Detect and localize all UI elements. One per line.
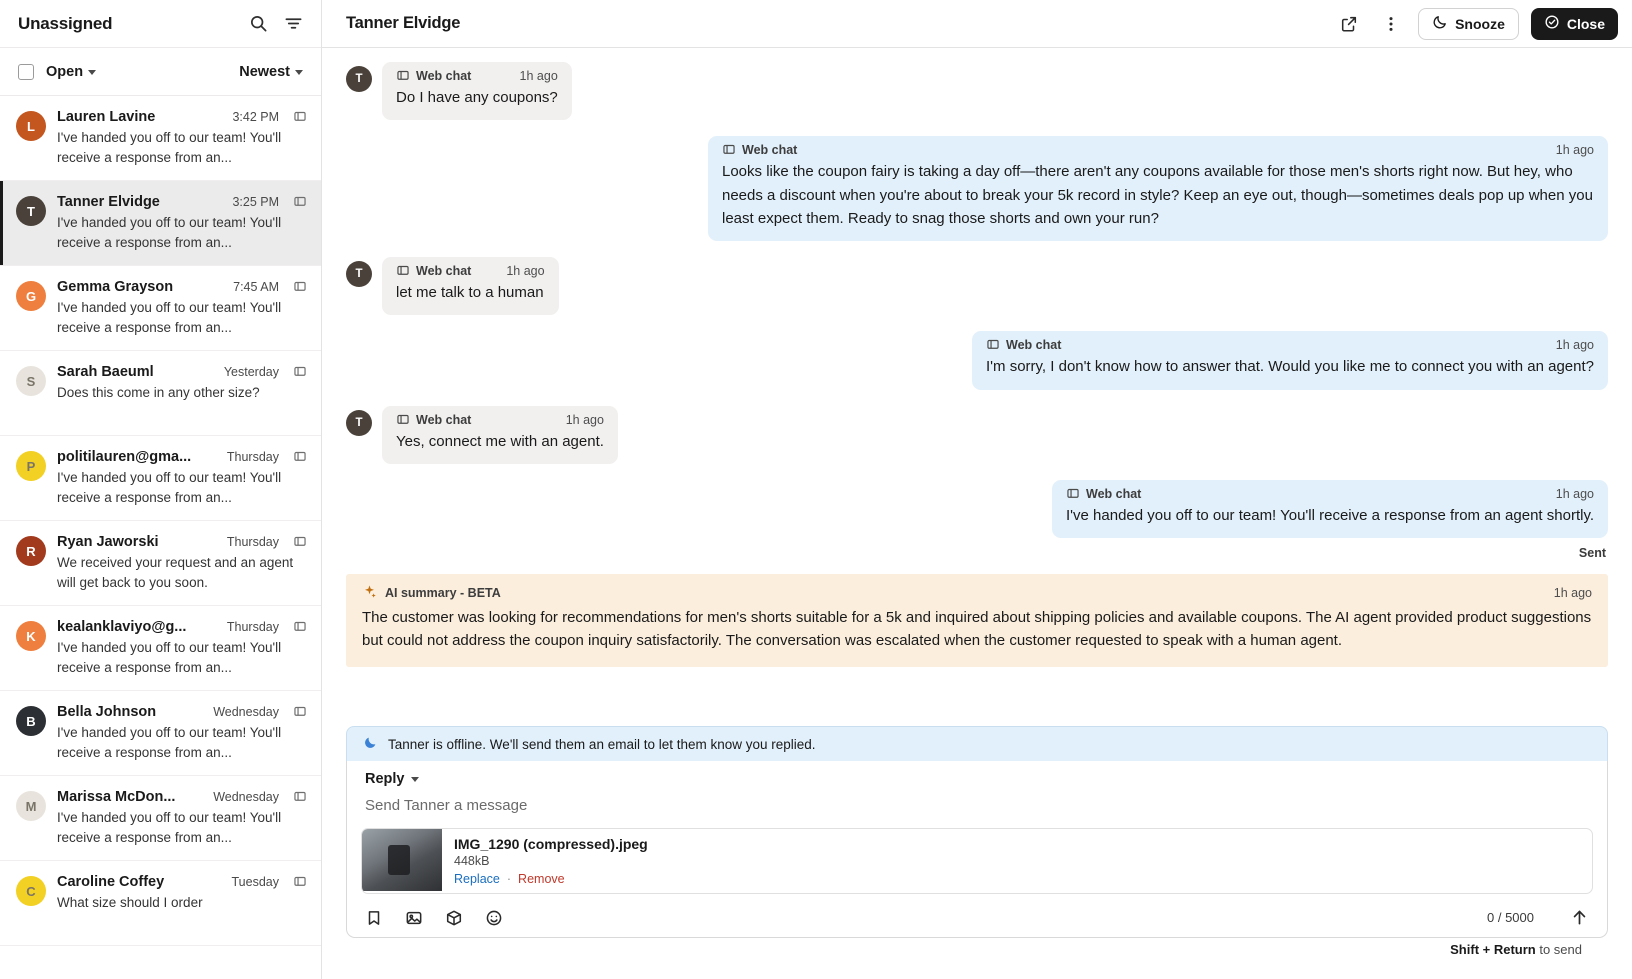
avatar: C: [16, 876, 46, 906]
web-chat-icon: [293, 790, 307, 804]
conversation-summary: [57, 789, 307, 847]
web-chat-icon: [986, 338, 1061, 352]
conversation-preview: I've handed you off to our team! You'll receive a response from an...: [57, 130, 282, 165]
replace-attachment-link[interactable]: Replace: [454, 872, 500, 886]
conversation-toolbar: [322, 0, 1632, 48]
web-chat-icon: [396, 264, 471, 278]
message-composer: [346, 761, 1608, 938]
conversation-timestamp: 3:42 PM: [232, 110, 279, 124]
conversation-meta-row: [57, 109, 307, 125]
sparkle-icon: [362, 584, 377, 602]
conversation-meta-row: [57, 874, 307, 890]
send-hint-text: to send: [1535, 942, 1582, 957]
avatar: S: [16, 366, 46, 396]
conversation-summary: [57, 364, 307, 403]
reply-type-dropdown[interactable]: [361, 771, 1593, 787]
conversation-preview: I've handed you off to our team! You'll receive a response from an...: [57, 470, 282, 505]
attachment-item: [361, 828, 1593, 894]
message-timestamp: 1h ago: [519, 69, 558, 83]
message-bubble: [382, 406, 618, 464]
conversation-pane: [322, 0, 1632, 979]
character-count: 0 / 5000: [1487, 910, 1534, 925]
sidebar-filter-bar: [0, 48, 321, 96]
status-filter-label: Open: [46, 63, 84, 80]
conversation-summary: [57, 619, 307, 677]
avatar: P: [16, 451, 46, 481]
conversation-sidebar: [0, 0, 322, 979]
message-timestamp: 1h ago: [1555, 143, 1594, 158]
conversation-timestamp: Tuesday: [231, 875, 279, 889]
conversation-summary: [57, 534, 307, 592]
moon-icon: [363, 735, 378, 753]
ai-summary-text: The customer was looking for recommendations for men's shorts suitable for a 5k and inquired about shipping policies and available coupons. The AI agent provided product suggestions but could not address the coupon inquiry satisfactorily. The conversation was escalated when the customer requested to speak with a human agent.: [362, 609, 1592, 650]
avatar: T: [346, 410, 372, 436]
conversation-name: kealanklaviyo@g...: [57, 619, 187, 635]
package-icon[interactable]: [445, 909, 463, 927]
conversation-name: Ryan Jaworski: [57, 534, 159, 550]
conversation-list-item[interactable]: [0, 436, 321, 521]
message-timestamp: 1h ago: [506, 264, 545, 278]
web-chat-icon: [1066, 487, 1141, 501]
message-channel: Web chat: [1086, 486, 1142, 501]
message: [346, 331, 1608, 389]
message-header: [722, 143, 1594, 157]
avatar: T: [346, 66, 372, 92]
message-channel: Web chat: [416, 264, 472, 278]
conversation-meta-row: [57, 279, 307, 295]
message-header: [986, 338, 1594, 352]
ai-summary-label: AI summary - BETA: [385, 586, 501, 600]
conversation-meta-row: [57, 704, 307, 720]
conversation-preview: We received your request and an agent will get back to you soon.: [57, 555, 294, 590]
ai-summary-timestamp: 1h ago: [1553, 586, 1592, 600]
message-header: [396, 264, 545, 278]
message-bubble: [382, 62, 572, 120]
ai-summary-header: [362, 584, 1592, 602]
conversation-list[interactable]: [0, 96, 321, 979]
message-header: [1066, 487, 1594, 501]
message-text: let me talk to a human: [396, 284, 544, 301]
conversation-summary: [57, 704, 307, 762]
avatar: T: [16, 196, 46, 226]
select-all-checkbox[interactable]: [18, 64, 34, 80]
conversation-preview: I've handed you off to our team! You'll receive a response from an...: [57, 300, 282, 335]
conversation-list-item[interactable]: [0, 351, 321, 436]
conversation-timestamp: Thursday: [226, 450, 279, 464]
avatar: L: [16, 111, 46, 141]
conversation-timestamp: 3:25 PM: [232, 195, 279, 209]
conversation-meta-row: [57, 364, 307, 380]
send-arrow-icon[interactable]: [1570, 908, 1589, 927]
conversation-meta-row: [57, 789, 307, 805]
attachment-filesize: 448kB: [454, 854, 490, 868]
web-chat-icon: [293, 280, 307, 294]
conversation-list-item[interactable]: [0, 691, 321, 776]
open-external-icon[interactable]: [1334, 9, 1364, 39]
conversation-list-item[interactable]: [0, 521, 321, 606]
sort-filter-dropdown[interactable]: [239, 64, 303, 80]
conversation-preview: Does this come in any other size?: [57, 385, 260, 400]
message-thread: [322, 48, 1632, 716]
close-button-label: Close: [1566, 15, 1605, 32]
search-icon[interactable]: [249, 14, 268, 33]
conversation-list-item[interactable]: [0, 96, 321, 181]
snooze-button-label: Snooze: [1455, 15, 1505, 32]
message-list: [346, 62, 1608, 554]
conversation-name: Marissa McDon...: [57, 789, 176, 805]
message-text: Do I have any coupons?: [396, 89, 558, 106]
conversation-preview: I've handed you off to our team! You'll receive a response from an...: [57, 640, 282, 675]
message: [346, 136, 1608, 241]
web-chat-icon: [293, 195, 307, 209]
attachment-details: [442, 829, 660, 893]
separator: ·: [506, 872, 512, 886]
message-channel: Web chat: [416, 69, 472, 83]
conversation-name: politilauren@gma...: [57, 449, 192, 465]
message-text: Yes, connect me with an agent.: [396, 432, 604, 450]
message-bubble: [382, 257, 559, 315]
sidebar-title: Unassigned: [18, 13, 113, 33]
conversation-meta-row: [57, 194, 307, 210]
avatar: G: [16, 281, 46, 311]
conversation-preview: I've handed you off to our team! You'll receive a response from an...: [57, 810, 282, 845]
web-chat-icon: [293, 450, 307, 464]
web-chat-icon: [293, 110, 307, 124]
sidebar-header: [0, 0, 321, 48]
message-header: [396, 413, 604, 427]
conversation-name: Gemma Grayson: [57, 279, 174, 295]
conversation-meta-row: [57, 534, 307, 550]
web-chat-icon: [293, 620, 307, 634]
conversation-timestamp: Thursday: [226, 535, 279, 549]
conversation-name: Tanner Elvidge: [57, 194, 160, 210]
conversation-timestamp: Wednesday: [213, 790, 279, 804]
attachment-filename: IMG_1290 (compressed).jpeg: [454, 836, 648, 852]
web-chat-icon: [293, 705, 307, 719]
conversation-summary: [57, 279, 307, 337]
page-title: Tanner Elvidge: [346, 14, 461, 32]
message: [346, 406, 1608, 464]
conversation-list-item[interactable]: [0, 606, 321, 691]
sort-filter-label: Newest: [239, 63, 290, 80]
web-chat-icon: [293, 875, 307, 889]
avatar: K: [16, 621, 46, 651]
conversation-timestamp: Thursday: [226, 620, 279, 634]
message-channel: Web chat: [1006, 338, 1062, 353]
conversation-timestamp: 7:45 AM: [233, 280, 279, 294]
conversation-summary: [57, 874, 307, 913]
web-chat-icon: [293, 365, 307, 379]
message-timestamp: 1h ago: [565, 412, 604, 427]
message-text: Looks like the coupon fairy is taking a day off—there aren't any coupons available for those men's shorts right now. But hey, who needs a discount when you're about to break your 5k record in style? Keep an eye out, though—sometimes deals pop up when you least expect them. Ready to snag those shorts and own your run?: [722, 163, 1593, 227]
send-hint-shortcut: Shift + Return: [1450, 942, 1536, 957]
avatar: M: [16, 791, 46, 821]
conversation-list-item[interactable]: [0, 861, 321, 946]
message-input[interactable]: Send Tanner a message: [365, 797, 528, 814]
offline-notice-text: Tanner is offline. We'll send them an email to let them know you replied.: [388, 736, 816, 752]
conversation-preview: I've handed you off to our team! You'll receive a response from an...: [57, 215, 282, 250]
avatar: B: [16, 706, 46, 736]
status-filter-dropdown[interactable]: [46, 64, 96, 80]
reply-type-label: Reply: [365, 771, 405, 787]
offline-notice: [346, 726, 1608, 761]
close-button[interactable]: [1531, 8, 1618, 40]
message-bubble: [708, 136, 1608, 241]
attachment-thumbnail: [362, 829, 442, 891]
conversation-name: Sarah Baeuml: [57, 364, 154, 380]
message: [346, 480, 1608, 538]
conversation-name: Caroline Coffey: [57, 874, 165, 890]
message-channel: Web chat: [742, 143, 798, 158]
bookmark-icon[interactable]: [365, 909, 383, 927]
chevron-down-icon: [411, 777, 419, 782]
chevron-down-icon: [88, 70, 96, 75]
sidebar-header-actions: [249, 14, 303, 33]
avatar: T: [346, 261, 372, 287]
conversation-list-item[interactable]: [0, 181, 321, 266]
check-circle-icon: [1544, 14, 1560, 33]
conversation-name: Bella Johnson: [57, 704, 157, 720]
ai-summary-panel: [346, 574, 1608, 667]
more-vertical-icon[interactable]: [1376, 9, 1406, 39]
snooze-button[interactable]: [1418, 8, 1519, 40]
message-text: I've handed you off to our team! You'll receive a response from an agent shortly.: [1066, 506, 1594, 524]
attachment-actions: [454, 872, 648, 886]
message-status: Sent: [1578, 546, 1606, 560]
conversation-summary: [57, 194, 307, 252]
conversation-timestamp: Wednesday: [213, 705, 279, 719]
message-text: I'm sorry, I don't know how to answer that. Would you like me to connect you with an agent?: [986, 358, 1594, 376]
message-timestamp: 1h ago: [1555, 486, 1594, 501]
moon-icon: [1432, 14, 1448, 33]
message-bubble: [972, 331, 1608, 389]
image-icon[interactable]: [405, 909, 423, 927]
message-timestamp: 1h ago: [1555, 338, 1594, 353]
composer-area: [322, 716, 1632, 979]
conversation-name: Lauren Lavine: [57, 109, 156, 125]
avatar: R: [16, 536, 46, 566]
conversation-meta-row: [57, 449, 307, 465]
conversation-summary: [57, 109, 307, 167]
conversation-summary: [57, 449, 307, 507]
conversation-preview: I've handed you off to our team! You'll receive a response from an...: [57, 725, 282, 760]
chevron-down-icon: [295, 70, 303, 75]
filter-icon[interactable]: [284, 14, 303, 33]
web-chat-icon: [722, 143, 797, 157]
send-hint: [346, 938, 1608, 969]
message: [346, 257, 1608, 315]
composer-toolbar: [361, 902, 1593, 931]
conversation-list-item[interactable]: [0, 266, 321, 351]
conversation-timestamp: Yesterday: [223, 365, 279, 379]
emoji-icon[interactable]: [485, 909, 503, 927]
web-chat-icon: [396, 413, 471, 427]
conversation-preview: What size should I order: [57, 895, 203, 910]
message-header: [396, 69, 558, 83]
message-bubble: [1052, 480, 1608, 538]
message-channel: Web chat: [416, 412, 472, 427]
message: [346, 62, 1608, 120]
conversation-list-item[interactable]: [0, 776, 321, 861]
remove-attachment-link[interactable]: Remove: [518, 872, 565, 886]
web-chat-icon: [396, 69, 471, 83]
conversation-meta-row: [57, 619, 307, 635]
web-chat-icon: [293, 535, 307, 549]
